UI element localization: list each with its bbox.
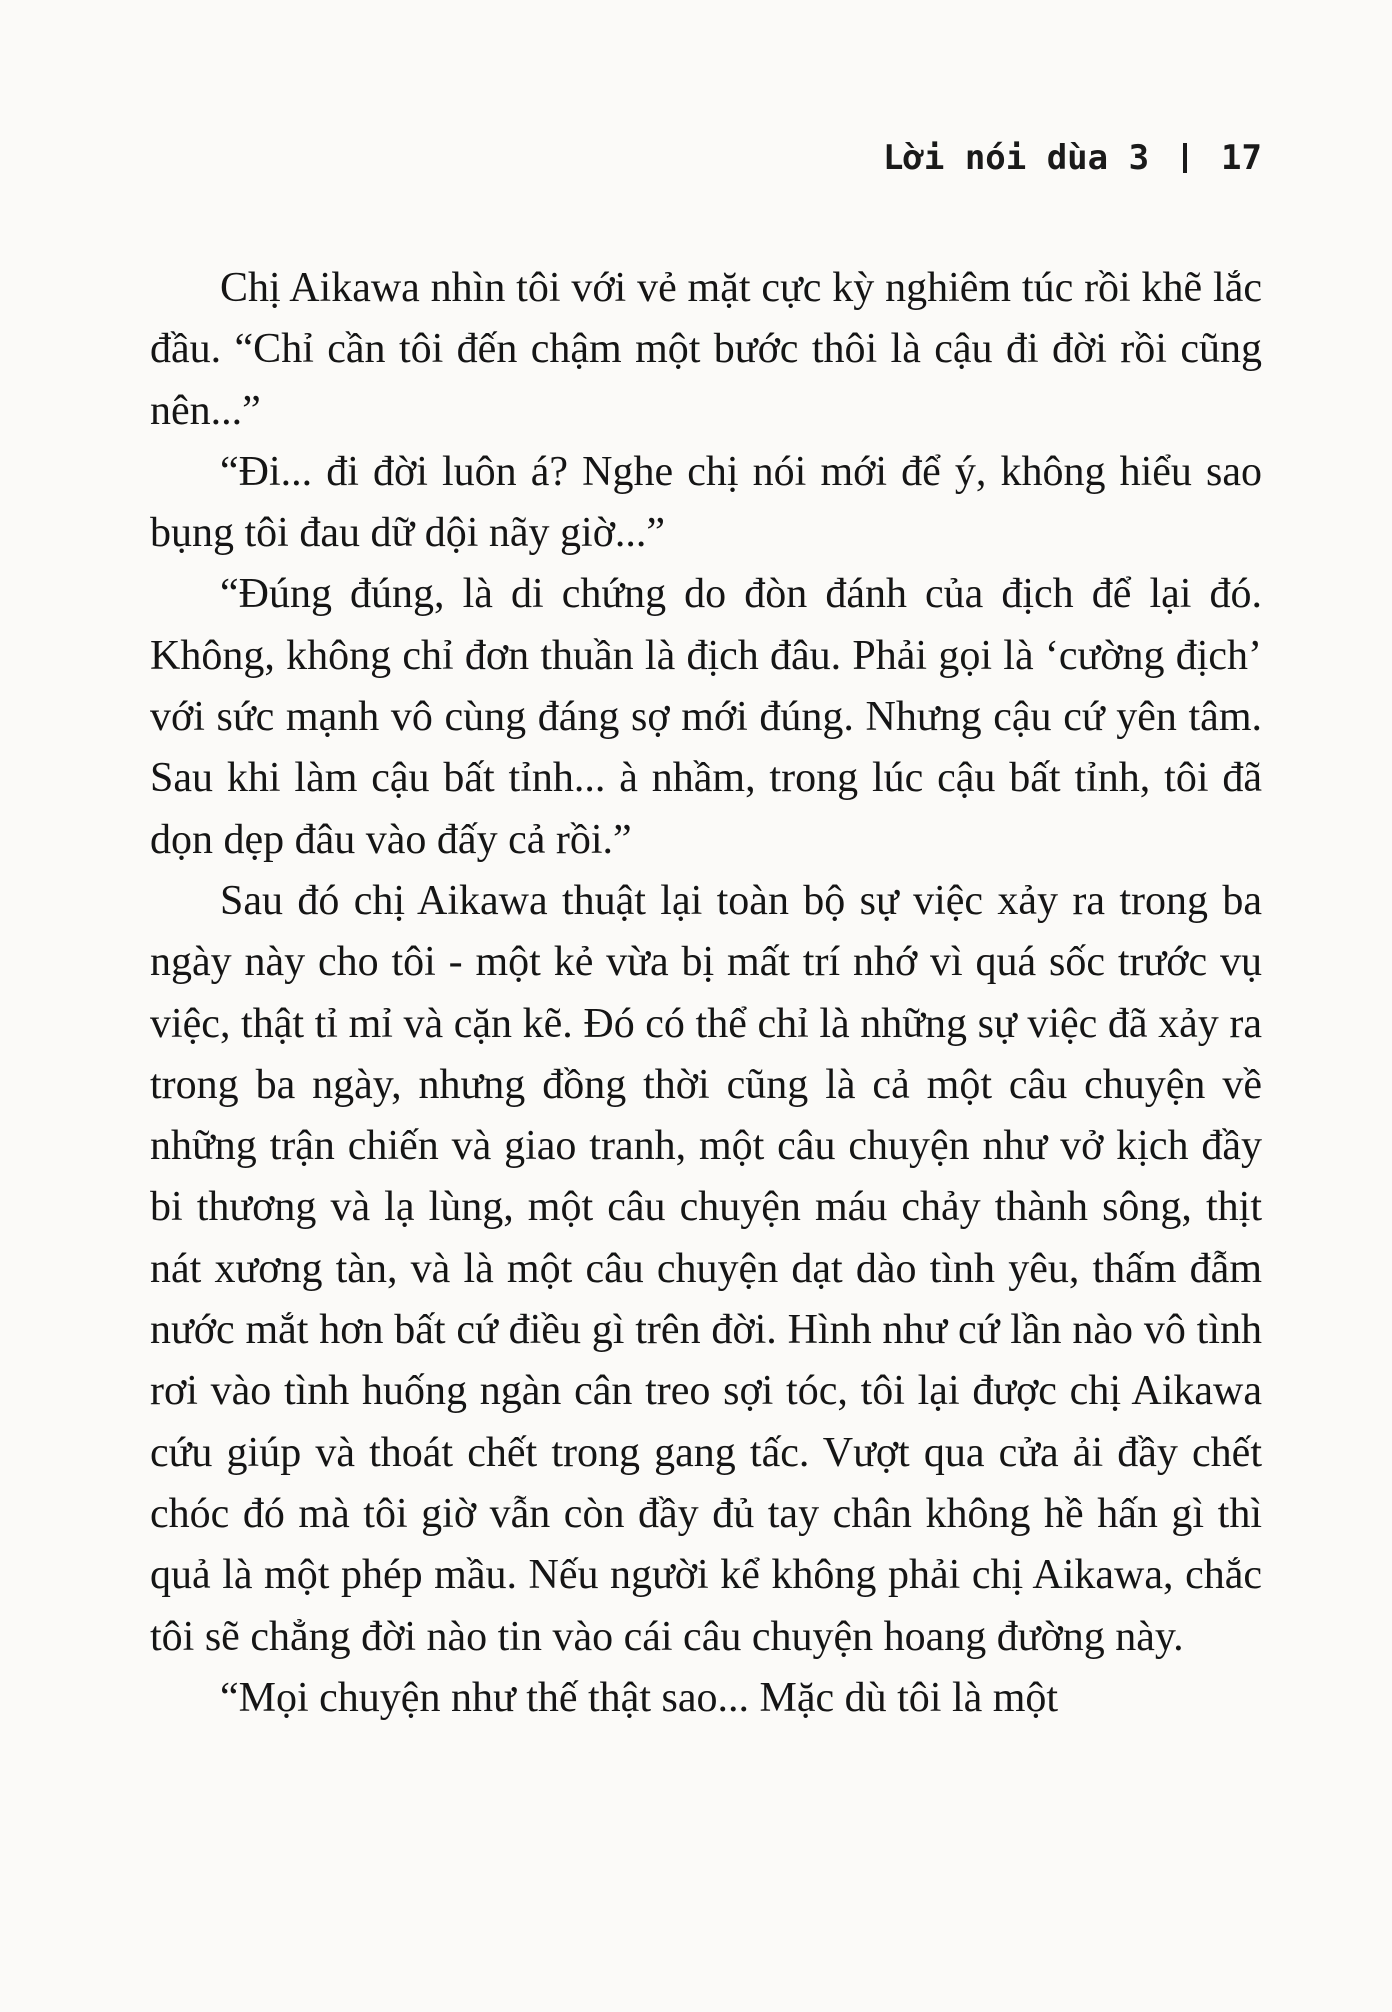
header-separator bbox=[1183, 143, 1187, 173]
paragraph: “Mọi chuyện như thế thật sao... Mặc dù tôi là một bbox=[220, 1674, 1059, 1721]
paragraph: Sau đó chị Aikawa thuật lại toàn bộ sự việc xảy ra trong ba ngày này cho tôi - một kẻ vừa bị mất trí nhớ vì quá sốc trước vụ việc, thật tỉ mỉ và cặn kẽ. Đó có thể chỉ là những sự việc đã xảy ra trong ba ngày, nhưng đồng thời cũng là cả một câu chuyện về những trận chiến và giao tranh, một câu chuyện như vở kịch đầy bi thương và lạ lùng, một câu chuyện máu chảy thành sông, thịt nát xương tàn, và là một câu chuyện dạt dào tình yêu, thấm đẫm nước mắt hơn bất cứ điều gì trên đời. Hình như cứ lần nào vô tình rơi vào tình huống ngàn cân treo sợi tóc, tôi lại được chị Aikawa cứu giúp và thoát chết trong gang tấc. Vượt qua cửa ải đầy chết chóc đó mà tôi giờ vẫn còn đầy đủ tay chân không hề hấn gì thì quả là một phép mầu. Nếu người kể không phải chị Aikawa, chắc tôi sẽ chẳng đời nào tin vào cái câu chuyện hoang đường này. bbox=[150, 877, 1262, 1660]
body-text bbox=[150, 258, 1262, 1729]
paragraph: “Đi... đi đời luôn á? Nghe chị nói mới để ý, không hiểu sao bụng tôi đau dữ dội nãy giờ...” bbox=[150, 448, 1262, 557]
paragraph: “Đúng đúng, là di chứng do đòn đánh của địch để lại đó. Không, không chỉ đơn thuần là địch đâu. Phải gọi là ‘cường địch’ với sức mạnh vô cùng đáng sợ mới đúng. Nhưng cậu cứ yên tâm. Sau khi làm cậu bất tỉnh... à nhầm, trong lúc cậu bất tỉnh, tôi đã dọn dẹp đâu vào đấy cả rồi.” bbox=[150, 571, 1262, 863]
chapter-title: Lời nói dùa 3 bbox=[882, 138, 1150, 178]
paragraph: Chị Aikawa nhìn tôi với vẻ mặt cực kỳ nghiêm túc rồi khẽ lắc đầu. “Chỉ cần tôi đến chậm một bước thôi là cậu đi đời rồi cũng nên...” bbox=[150, 265, 1262, 434]
page-number: 17 bbox=[1221, 138, 1262, 178]
running-header bbox=[883, 138, 1262, 178]
